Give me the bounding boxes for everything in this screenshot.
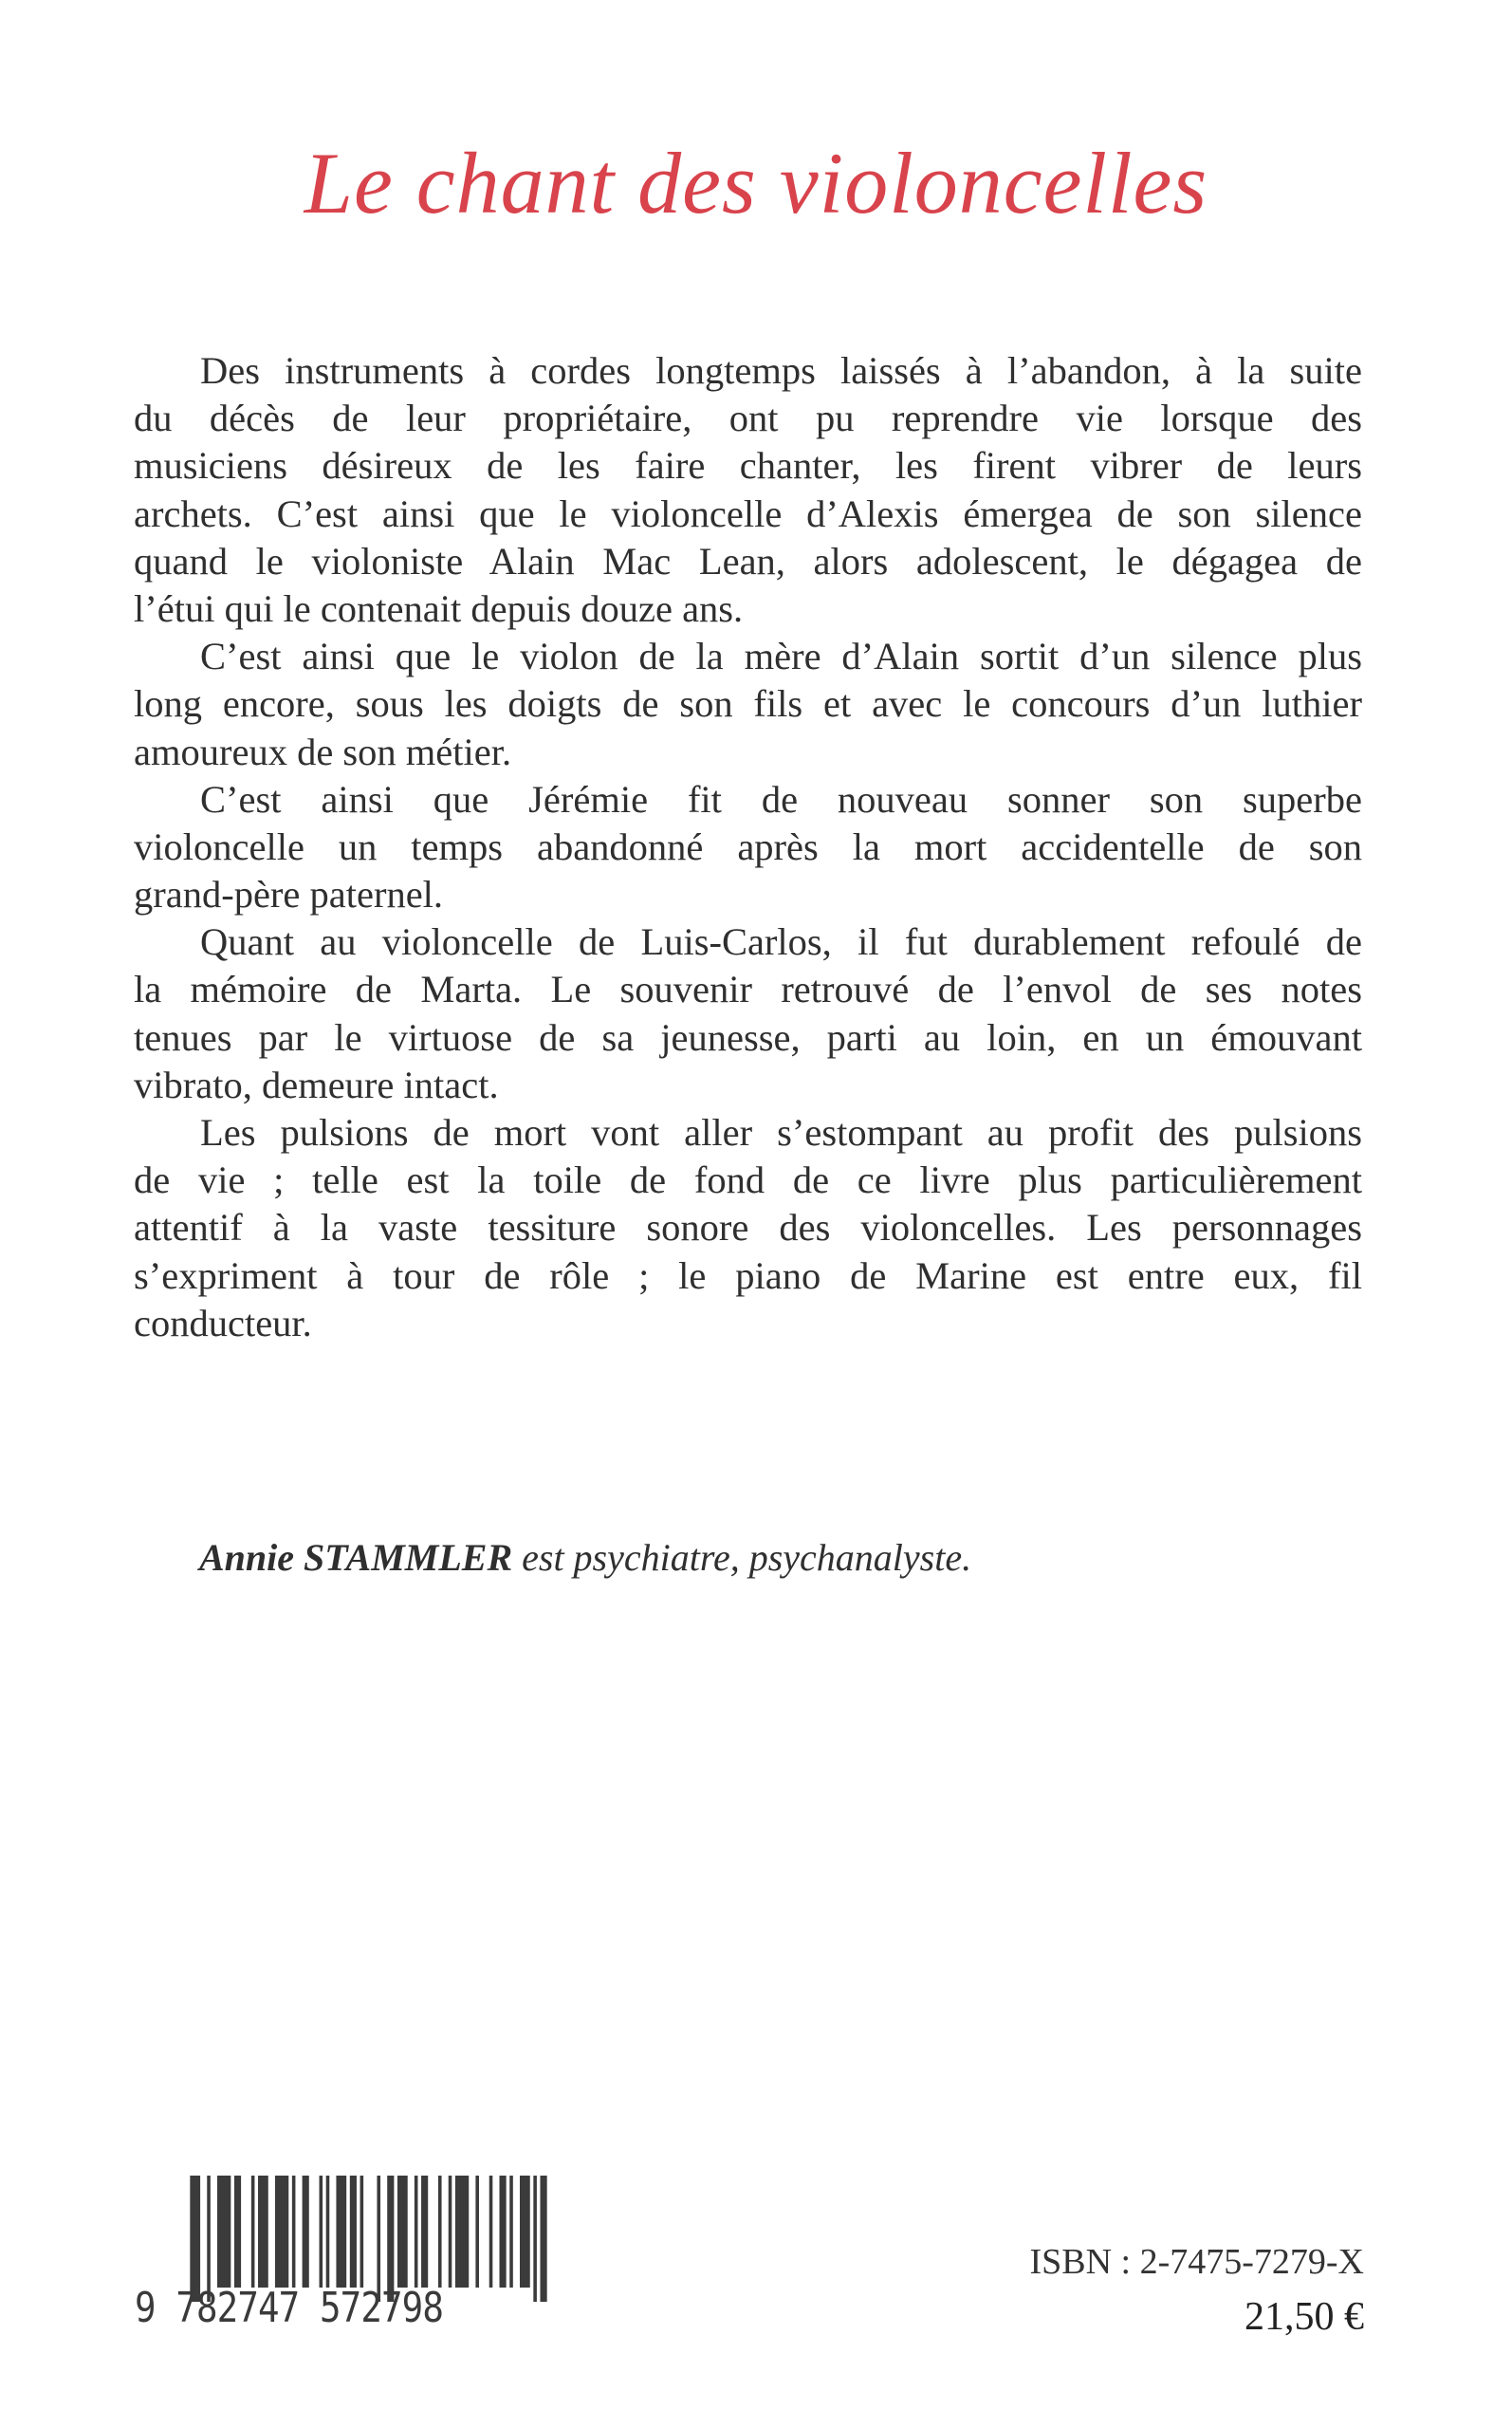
blurb-line: de vie ; telle est la toile de fond de ce livre plus particulièrement — [134, 1158, 1362, 1202]
barcode-bar — [336, 2176, 346, 2288]
blurb-line: C’est ainsi que Jérémie fit de nouveau sonner son superbe — [200, 777, 1362, 821]
barcode-bar — [251, 2176, 255, 2288]
barcode-bar — [421, 2176, 428, 2288]
barcode-bar — [475, 2176, 479, 2288]
blurb-line: Quant au violoncelle de Luis-Carlos, il fut durablement refoulé de — [200, 920, 1362, 964]
blurb-line: grand-père paternel. — [134, 873, 444, 917]
barcode-bar — [258, 2176, 268, 2288]
barcode-bar — [275, 2176, 288, 2288]
barcode-bar — [217, 2176, 230, 2288]
blurb-line: C’est ainsi que le violon de la mère d’Alain sortit d’un silence plus — [200, 635, 1362, 678]
blurb-line: Les pulsions de mort vont aller s’estompant au profit des pulsions — [200, 1111, 1362, 1154]
barcode-bar — [303, 2176, 309, 2288]
author-name: Annie STAMMLER — [199, 1536, 513, 1579]
blurb-line: conducteur. — [134, 1301, 312, 1344]
barcode-bar — [540, 2176, 546, 2302]
author-description: est psychiatre, psychanalyste. — [512, 1536, 972, 1579]
blurb-line: violoncelle un temps abandonné après la mort accidentelle de son — [134, 825, 1362, 868]
price: 21,50 € — [1245, 2295, 1364, 2339]
blurb-line: l’étui qui le contenait depuis douze ans. — [134, 586, 744, 630]
barcode-bar — [455, 2176, 469, 2288]
blurb-line: la mémoire de Marta. Le souvenir retrouvé de l’envol de ses notes — [134, 968, 1362, 1011]
barcode-bar — [234, 2176, 241, 2288]
author-bio — [199, 1535, 971, 1580]
barcode-digits: 9 782747 572798 — [135, 2284, 444, 2332]
blurb-line: du décès de leur propriétaire, ont pu reprendre vie lorsque des — [134, 397, 1362, 440]
book-title: Le chant des violoncelles — [304, 135, 1208, 232]
barcode-bar — [438, 2176, 442, 2288]
barcode — [135, 2176, 561, 2332]
barcode-bar — [360, 2176, 364, 2288]
barcode-bar — [509, 2176, 513, 2288]
blurb-line: amoureux de son métier. — [134, 730, 512, 773]
barcode-bar — [320, 2176, 323, 2288]
barcode-bar — [489, 2176, 493, 2288]
barcode-bar — [533, 2176, 537, 2302]
blurb-line: long encore, sous les doigts de son fils et avec le concours d’un luthier — [134, 682, 1362, 726]
blurb-line: quand le violoniste Alain Mac Lean, alors adolescent, le dégagea de — [134, 539, 1362, 583]
barcode-bar — [449, 2176, 452, 2288]
blurb-line: archets. C’est ainsi que le violoncelle d’Alexis émergea de son silence — [134, 491, 1362, 535]
blurb-text — [134, 347, 1362, 1347]
blurb-line: s’expriment à tour de rôle ; le piano de Marine est entre eux, fil — [134, 1253, 1362, 1297]
blurb-line: tenues par le virtuose de sa jeunesse, parti au loin, en un émouvant — [134, 1015, 1362, 1059]
blurb-line: vibrato, demeure intact. — [134, 1063, 499, 1106]
blurb-line: attentif à la vaste tessiture sonore des violoncelles. Les personnages — [134, 1206, 1362, 1250]
blurb-line: musiciens désireux de les faire chanter, les firent vibrer de leurs — [134, 444, 1362, 488]
barcode-bar — [326, 2176, 330, 2288]
blurb-line: Des instruments à cordes longtemps laissés à l’abandon, à la suite — [200, 349, 1362, 392]
barcode-bar — [415, 2176, 418, 2288]
isbn: ISBN : 2-7475-7279-X — [1029, 2242, 1364, 2282]
barcode-bar — [350, 2176, 357, 2288]
barcode-bar — [397, 2176, 408, 2288]
barcode-bar — [520, 2176, 530, 2288]
barcode-bar — [499, 2176, 506, 2288]
barcode-bar — [292, 2176, 296, 2288]
